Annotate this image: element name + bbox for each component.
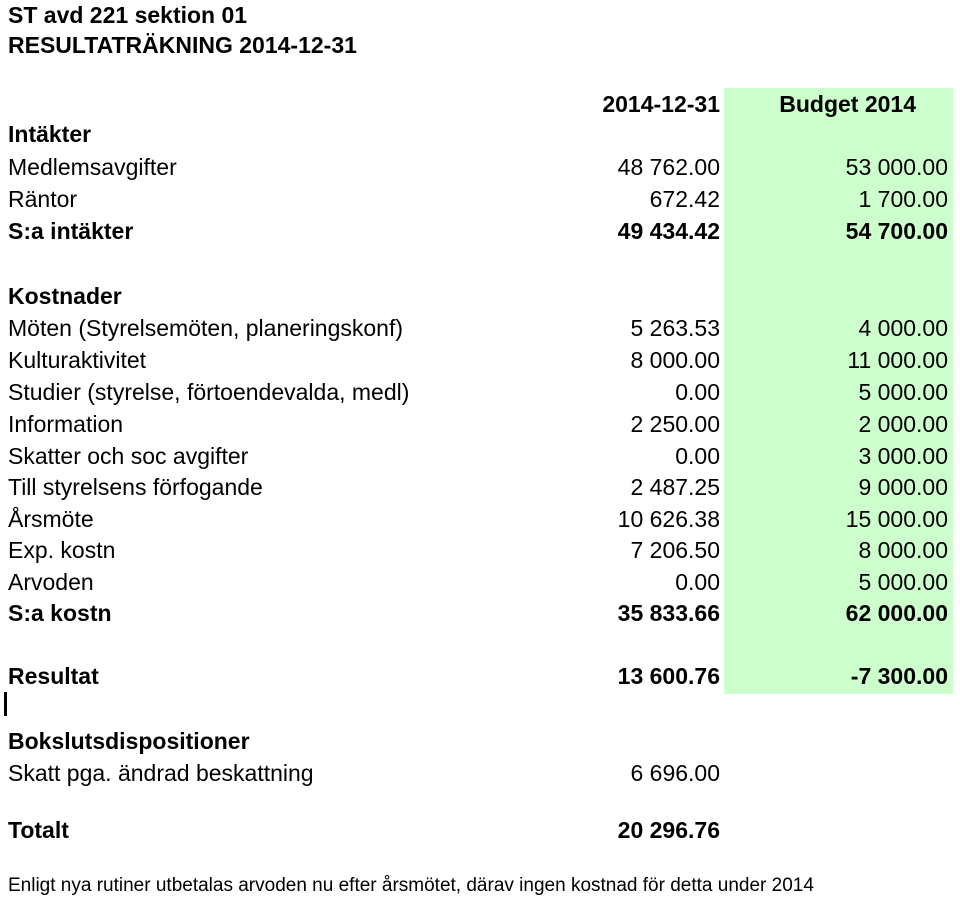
row-actual: 0.00 (675, 443, 720, 469)
row-budget: -7 300.00 (850, 663, 948, 689)
row-budget: 5 000.00 (858, 569, 948, 595)
table-row (0, 661, 960, 692)
row-budget: 53 000.00 (845, 154, 948, 180)
row-actual: 8 000.00 (630, 347, 720, 373)
row-actual: 10 626.38 (617, 506, 720, 532)
footnote: Enligt nya rutiner utbetalas arvoden nu efter årsmötet, därav ingen kostnad för detta under 2014 (8, 875, 814, 896)
row-actual: 6 696.00 (630, 760, 720, 786)
row-budget: 62 000.00 (845, 600, 948, 626)
row-label: Årsmöte (8, 506, 94, 532)
row-actual: 13 600.76 (617, 663, 720, 689)
column-header-budget: Budget 2014 (779, 91, 916, 117)
row-label: Exp. kostn (8, 537, 116, 563)
row-budget: 15 000.00 (845, 506, 948, 532)
row-label: Totalt (8, 817, 69, 843)
text-cursor-mark (4, 692, 7, 716)
row-budget: 9 000.00 (858, 474, 948, 500)
table-row (0, 567, 960, 598)
table-row (0, 441, 960, 472)
row-budget: 3 000.00 (858, 443, 948, 469)
table-row (0, 598, 960, 629)
row-budget: 11 000.00 (847, 347, 948, 373)
row-label: Information (8, 411, 124, 437)
row-actual: 2 487.25 (630, 474, 720, 500)
table-row (0, 345, 960, 376)
row-label: Studier (styrelse, förtoendevalda, medl) (8, 379, 410, 405)
row-actual: 0.00 (675, 569, 720, 595)
table-row (0, 409, 960, 440)
report-title-org: ST avd 221 sektion 01 (8, 2, 248, 28)
row-label: Kostnader (8, 283, 122, 309)
table-row (0, 504, 960, 535)
column-header-actual: 2014-12-31 (602, 91, 720, 117)
table-row (0, 313, 960, 344)
table-row (0, 726, 960, 757)
table-row (0, 377, 960, 408)
row-label: Intäkter (8, 121, 92, 147)
row-label: Till styrelsens förfogande (8, 474, 263, 500)
row-label: Möten (Styrelsemöten, planeringskonf) (8, 315, 404, 341)
row-label: Räntor (8, 186, 78, 212)
row-actual: 672.42 (649, 186, 720, 212)
report-title: RESULTATRÄKNING 2014-12-31 (8, 32, 357, 58)
row-label: Arvoden (8, 569, 94, 595)
row-label: Skatt pga. ändrad beskattning (8, 760, 314, 786)
table-row (0, 535, 960, 566)
row-actual: 0.00 (675, 379, 720, 405)
table-row (0, 758, 960, 789)
row-label: Kulturaktivitet (8, 347, 147, 373)
row-actual: 49 434.42 (617, 218, 720, 244)
table-row (0, 281, 960, 312)
row-budget: 2 000.00 (858, 411, 948, 437)
table-row (0, 119, 960, 150)
row-budget: 4 000.00 (858, 315, 948, 341)
table-row (0, 472, 960, 503)
row-label: S:a intäkter (8, 218, 134, 244)
row-actual: 35 833.66 (617, 600, 720, 626)
table-row (0, 216, 960, 247)
row-budget: 8 000.00 (858, 537, 948, 563)
row-actual: 48 762.00 (617, 154, 720, 180)
table-row (0, 152, 960, 183)
row-actual: 7 206.50 (630, 537, 720, 563)
row-label: Resultat (8, 663, 99, 689)
row-label: Skatter och soc avgifter (8, 443, 249, 469)
row-actual: 2 250.00 (630, 411, 720, 437)
table-row (0, 184, 960, 215)
row-budget: 54 700.00 (845, 218, 948, 244)
row-budget: 1 700.00 (858, 186, 948, 212)
row-label: Bokslutsdispositioner (8, 728, 250, 754)
table-row (0, 815, 960, 846)
row-label: Medlemsavgifter (8, 154, 177, 180)
row-label: S:a kostn (8, 600, 112, 626)
row-actual: 20 296.76 (617, 817, 720, 843)
row-budget: 5 000.00 (858, 379, 948, 405)
row-actual: 5 263.53 (630, 315, 720, 341)
